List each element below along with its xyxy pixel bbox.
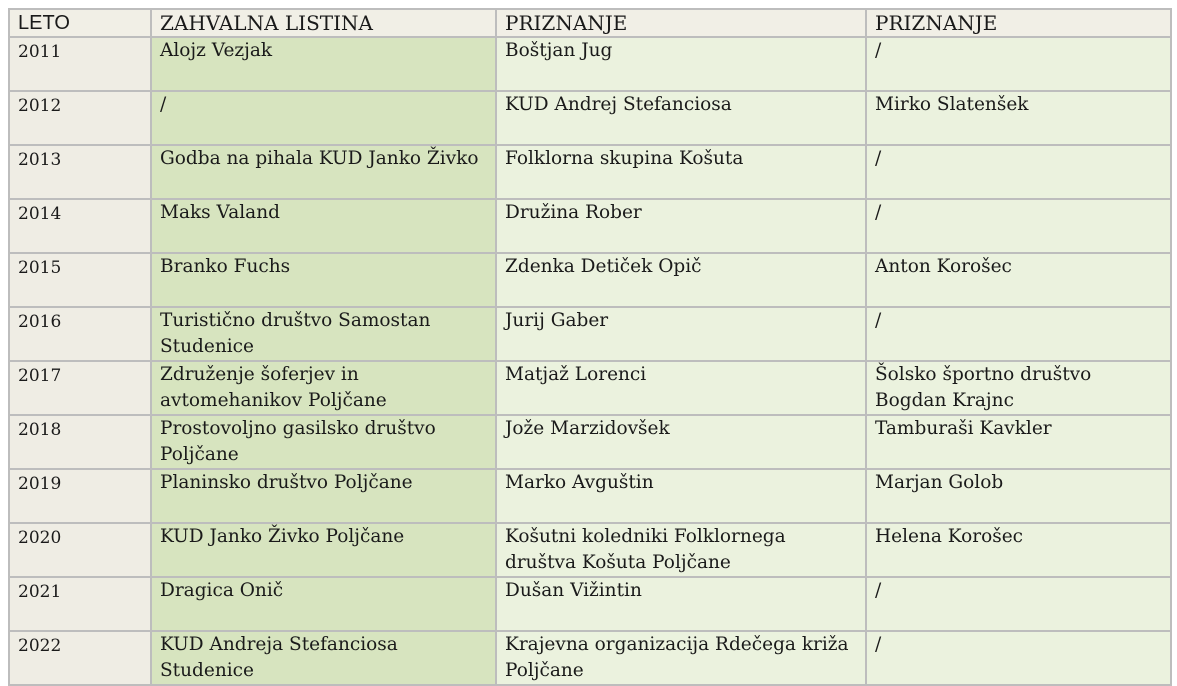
table-row <box>9 577 1171 631</box>
year-cell: 2021 <box>9 577 151 631</box>
zahvalna-listina-cell: Turistično društvo Samostan Studenice <box>151 307 496 361</box>
table-row <box>9 91 1171 145</box>
priznanje-2-cell: Anton Korošec <box>866 253 1171 307</box>
priznanje-cell: Matjaž Lorenci <box>496 361 866 415</box>
header-row <box>9 9 1171 37</box>
priznanje-cell: Jože Marzidovšek <box>496 415 866 469</box>
priznanje-cell: Jurij Gaber <box>496 307 866 361</box>
year-cell: 2013 <box>9 145 151 199</box>
zahvalna-listina-cell: Alojz Vezjak <box>151 37 496 91</box>
priznanje-cell: Folklorna skupina Košuta <box>496 145 866 199</box>
priznanje-cell: Družina Rober <box>496 199 866 253</box>
table-row <box>9 199 1171 253</box>
year-cell: 2014 <box>9 199 151 253</box>
priznanje-2-cell: Marjan Golob <box>866 469 1171 523</box>
year-cell: 2019 <box>9 469 151 523</box>
zahvalna-listina-cell: Prostovoljno gasilsko društvo Poljčane <box>151 415 496 469</box>
header-priznanje-2: PRIZNANJE <box>866 9 1171 37</box>
priznanje-cell: Krajevna organizacija Rdečega križa Poljčane <box>496 631 866 685</box>
table-row <box>9 361 1171 415</box>
awards-table-container <box>8 8 1172 686</box>
zahvalna-listina-cell: / <box>151 91 496 145</box>
priznanje-2-cell: / <box>866 199 1171 253</box>
table-row <box>9 523 1171 577</box>
table-row <box>9 631 1171 685</box>
priznanje-2-cell: Tamburaši Kavkler <box>866 415 1171 469</box>
priznanje-cell: KUD Andrej Stefanciosa <box>496 91 866 145</box>
zahvalna-listina-cell: Branko Fuchs <box>151 253 496 307</box>
priznanje-cell: Marko Avguštin <box>496 469 866 523</box>
table-row <box>9 37 1171 91</box>
priznanje-cell: Košutni koledniki Folklornega društva Košuta Poljčane <box>496 523 866 577</box>
priznanje-2-cell: Mirko Slatenšek <box>866 91 1171 145</box>
year-cell: 2012 <box>9 91 151 145</box>
priznanje-2-cell: Helena Korošec <box>866 523 1171 577</box>
table-row <box>9 415 1171 469</box>
priznanje-cell: Boštjan Jug <box>496 37 866 91</box>
priznanje-cell: Dušan Vižintin <box>496 577 866 631</box>
year-cell: 2022 <box>9 631 151 685</box>
zahvalna-listina-cell: Združenje šoferjev in avtomehanikov Poljčane <box>151 361 496 415</box>
zahvalna-listina-cell: Godba na pihala KUD Janko Živko <box>151 145 496 199</box>
table-row <box>9 469 1171 523</box>
priznanje-2-cell: / <box>866 145 1171 199</box>
table-row <box>9 253 1171 307</box>
priznanje-2-cell: / <box>866 577 1171 631</box>
year-cell: 2018 <box>9 415 151 469</box>
priznanje-cell: Zdenka Detiček Opič <box>496 253 866 307</box>
zahvalna-listina-cell: KUD Andreja Stefanciosa Studenice <box>151 631 496 685</box>
header-zahvalna-listina: ZAHVALNA LISTINA <box>151 9 496 37</box>
table-body <box>9 37 1171 685</box>
year-cell: 2015 <box>9 253 151 307</box>
zahvalna-listina-cell: Planinsko društvo Poljčane <box>151 469 496 523</box>
zahvalna-listina-cell: Maks Valand <box>151 199 496 253</box>
table-row <box>9 307 1171 361</box>
year-cell: 2020 <box>9 523 151 577</box>
year-cell: 2016 <box>9 307 151 361</box>
year-cell: 2011 <box>9 37 151 91</box>
table-header <box>9 9 1171 37</box>
header-priznanje-1: PRIZNANJE <box>496 9 866 37</box>
awards-table <box>8 8 1172 686</box>
zahvalna-listina-cell: Dragica Onič <box>151 577 496 631</box>
priznanje-2-cell: Šolsko športno društvo Bogdan Krajnc <box>866 361 1171 415</box>
table-row <box>9 145 1171 199</box>
priznanje-2-cell: / <box>866 307 1171 361</box>
priznanje-2-cell: / <box>866 631 1171 685</box>
zahvalna-listina-cell: KUD Janko Živko Poljčane <box>151 523 496 577</box>
year-cell: 2017 <box>9 361 151 415</box>
priznanje-2-cell: / <box>866 37 1171 91</box>
header-year: LETO <box>9 9 151 37</box>
